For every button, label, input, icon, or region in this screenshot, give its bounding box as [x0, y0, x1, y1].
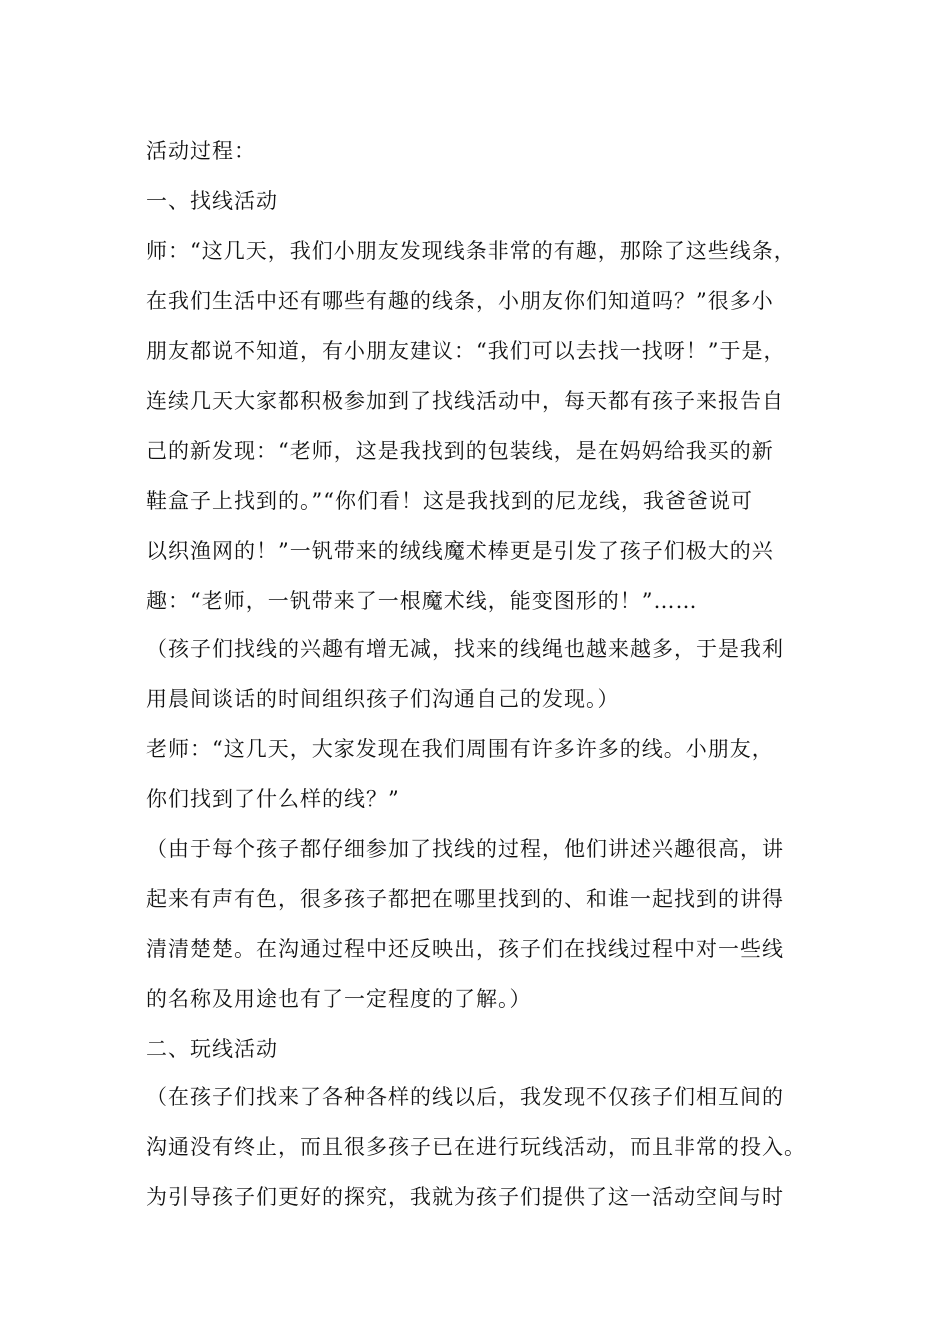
- section-heading: 一、找线活动: [146, 189, 278, 213]
- section-label: 活动过程：: [146, 139, 256, 163]
- paragraph-line: （孩子们找线的兴趣有增无减，找来的线绳也越来越多，于是我利: [146, 637, 784, 661]
- paragraph-line: 己的新发现：“老师，这是我找到的包装线，是在妈妈给我买的新: [146, 439, 774, 463]
- paragraph-line: 起来有声有色，很多孩子都把在哪里找到的、和谁一起找到的讲得: [146, 887, 784, 911]
- paragraph-line: 你们找到了什么样的线？”: [146, 787, 400, 811]
- paragraph-line: 沟通没有终止，而且很多孩子已在进行玩线活动，而且非常的投入。: [146, 1135, 806, 1159]
- paragraph-line: 清清楚楚。在沟通过程中还反映出，孩子们在找线过程中对一些线: [146, 937, 784, 961]
- paragraph-line: 以织渔网的！”一钒带来的绒线魔术棒更是引发了孩子们极大的兴: [146, 539, 774, 563]
- paragraph-line: 朋友都说不知道，有小朋友建议：“我们可以去找一找呀！”于是，: [146, 339, 786, 363]
- paragraph-line: 在我们生活中还有哪些有趣的线条，小朋友你们知道吗？”很多小: [146, 289, 774, 313]
- section-heading: 二、玩线活动: [146, 1037, 278, 1061]
- paragraph-line: （由于每个孩子都仔细参加了找线的过程，他们讲述兴趣很高，讲: [146, 837, 784, 861]
- paragraph-line: 鞋盒子上找到的。”“你们看！这是我找到的尼龙线，我爸爸说可: [146, 489, 753, 513]
- paragraph-line: 连续几天大家都积极参加到了找线活动中，每天都有孩子来报告自: [146, 389, 784, 413]
- paragraph-line: 老师：“这几天，大家发现在我们周围有许多许多的线。小朋友，: [146, 737, 774, 761]
- paragraph-line: （在孩子们找来了各种各样的线以后，我发现不仅孩子们相互间的: [146, 1085, 784, 1109]
- paragraph-line: 趣：“老师，一钒带来了一根魔术线，能变图形的！”……: [146, 589, 698, 613]
- paragraph-line: 为引导孩子们更好的探究，我就为孩子们提供了这一活动空间与时: [146, 1185, 784, 1209]
- paragraph-line: 师：“这几天，我们小朋友发现线条非常的有趣，那除了这些线条，: [146, 239, 796, 263]
- paragraph-line: 用晨间谈话的时间组织孩子们沟通自己的发现。）: [146, 687, 620, 711]
- paragraph-line: 的名称及用途也有了一定程度的了解。）: [146, 987, 532, 1011]
